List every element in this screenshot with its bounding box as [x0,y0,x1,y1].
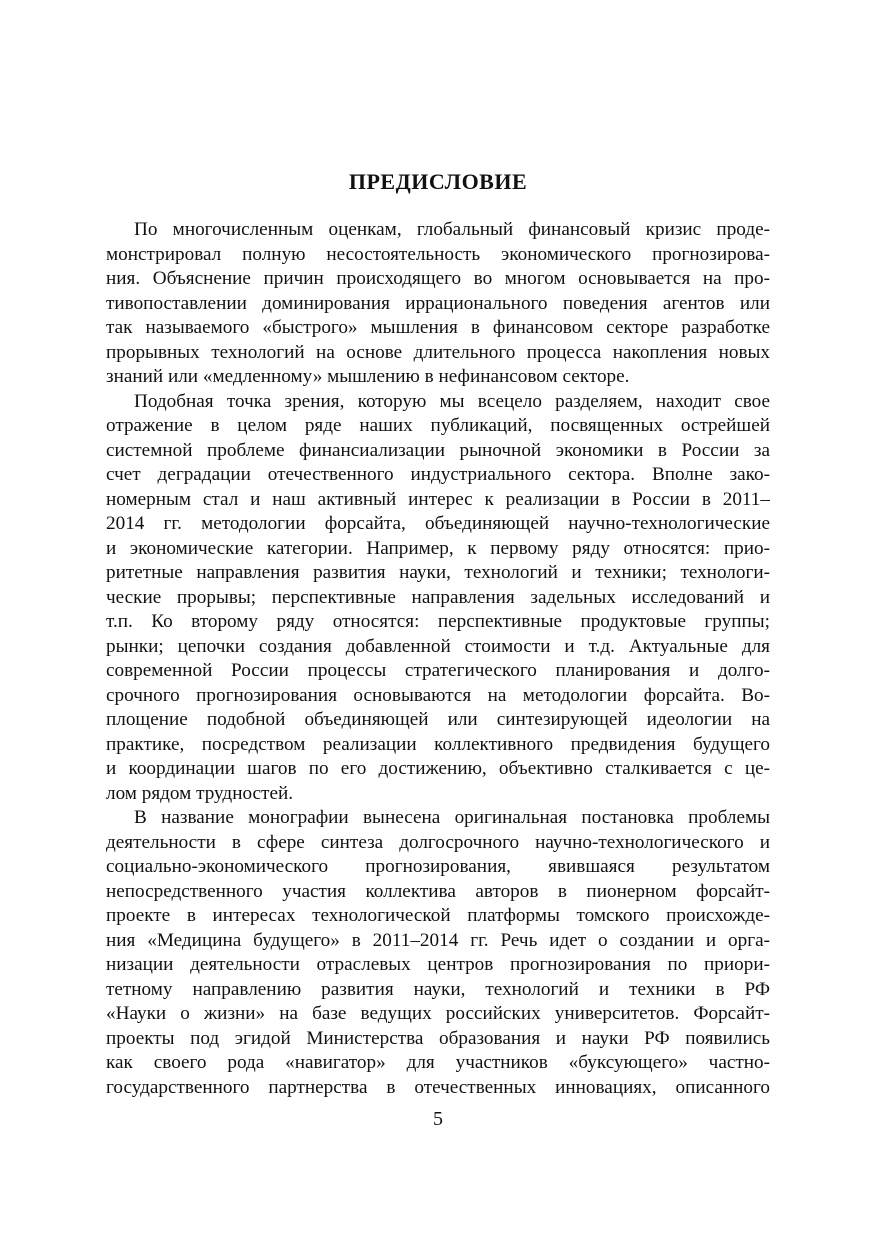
paragraph-line: практике, посредством реализации коллективного предвидения будущего [106,733,770,755]
paragraph-line: т.п. Ко второму ряду относятся: перспективные продуктовые группы; [106,611,770,632]
paragraph-line: как своего рода «навигатор» для участников «буксующего» частно- [106,1052,770,1073]
page-title: ПРЕДИСЛОВИЕ [348,169,528,194]
paragraph-line: Подобная точка зрения, которую мы всецело разделяем, находит свое [134,390,770,412]
paragraph-line: ния. Объяснение причин происходящего во многом основывается на про- [106,268,770,289]
page-number: 5 [433,1108,443,1130]
paragraph-line: тетному направлению развития науки, технологий и техники в РФ [106,978,770,1000]
paragraph-line: проекты под эгидой Министерства образования и науки РФ появились [106,1027,770,1049]
paragraph-line: лом рядом трудностей. [106,782,294,804]
paragraph-line: и координации шагов по его достижению, объективно сталкивается с це- [106,758,770,779]
paragraph-line: рынки; цепочки создания добавленной стоимости и т.д. Актуальные для [106,635,770,657]
paragraph-line: По многочисленным оценкам, глобальный финансовый кризис проде- [134,219,770,240]
paragraph-line: ния «Медицина будущего» в 2011–2014 гг. Речь идет о создании и орга- [106,929,770,951]
paragraph-line: и экономические категории. Например, к первому ряду относятся: прио- [106,537,770,559]
paragraph-line: площение подобной объединяющей или синтезирующей идеологии на [106,709,770,730]
paragraph-line: так называемого «быстрого» мышления в финансовом секторе разработке [106,317,770,338]
paragraph-line: ритетные направления развития науки, технологий и техники; технологи- [106,562,770,583]
paragraph-line: монстрировал полную несостоятельность экономического прогнозирова- [106,243,770,265]
paragraph-line: непосредственного участия коллектива авторов в пионерном форсайт- [106,880,770,902]
paragraph-line: государственного партнерства в отечественных инновациях, описанного [106,1076,770,1098]
paragraph-line: номерным стал и наш активный интерес к реализации в России в 2011– [106,488,770,510]
paragraph-line: отражение в целом ряде наших публикаций, посвященных острейшей [106,415,770,436]
body-text [106,218,770,1100]
paragraph-line: В название монографии вынесена оригинальная постановка проблемы [134,807,770,828]
paragraph-line: 2014 гг. методологии форсайта, объединяющей научно-технологические [106,513,770,534]
paragraph-line: счет деградации отечественного индустриального сектора. Вполне зако- [106,464,770,485]
paragraph-line: срочного прогнозирования основываются на методологии форсайта. Во- [106,684,770,706]
paragraph-line: деятельности в сфере синтеза долгосрочного научно-технологического и [106,831,770,853]
paragraph-line: прорывных технологий на основе длительного процесса накопления новых [106,341,770,363]
paragraph-line: проекте в интересах технологической платформы томского происхожде- [106,905,770,926]
paragraph-line: ческие прорывы; перспективные направления задельных исследований и [106,586,770,608]
paragraph-line: системной проблеме финансиализации рыночной экономики в России за [106,439,770,461]
paragraph-line: низации деятельности отраслевых центров прогнозирования по приори- [106,954,770,975]
paragraph-line: знаний или «медленному» мышлению в нефинансовом секторе. [106,366,630,387]
paragraph-line: социально-экономического прогнозирования, явившаяся результатом [106,856,770,877]
paragraph-line: современной России процессы стратегического планирования и долго- [106,660,770,681]
paragraph-line: «Науки о жизни» на базе ведущих российских университетов. Форсайт- [106,1003,770,1024]
paragraph-line: тивопоставлении доминирования иррационального поведения агентов или [106,292,770,314]
